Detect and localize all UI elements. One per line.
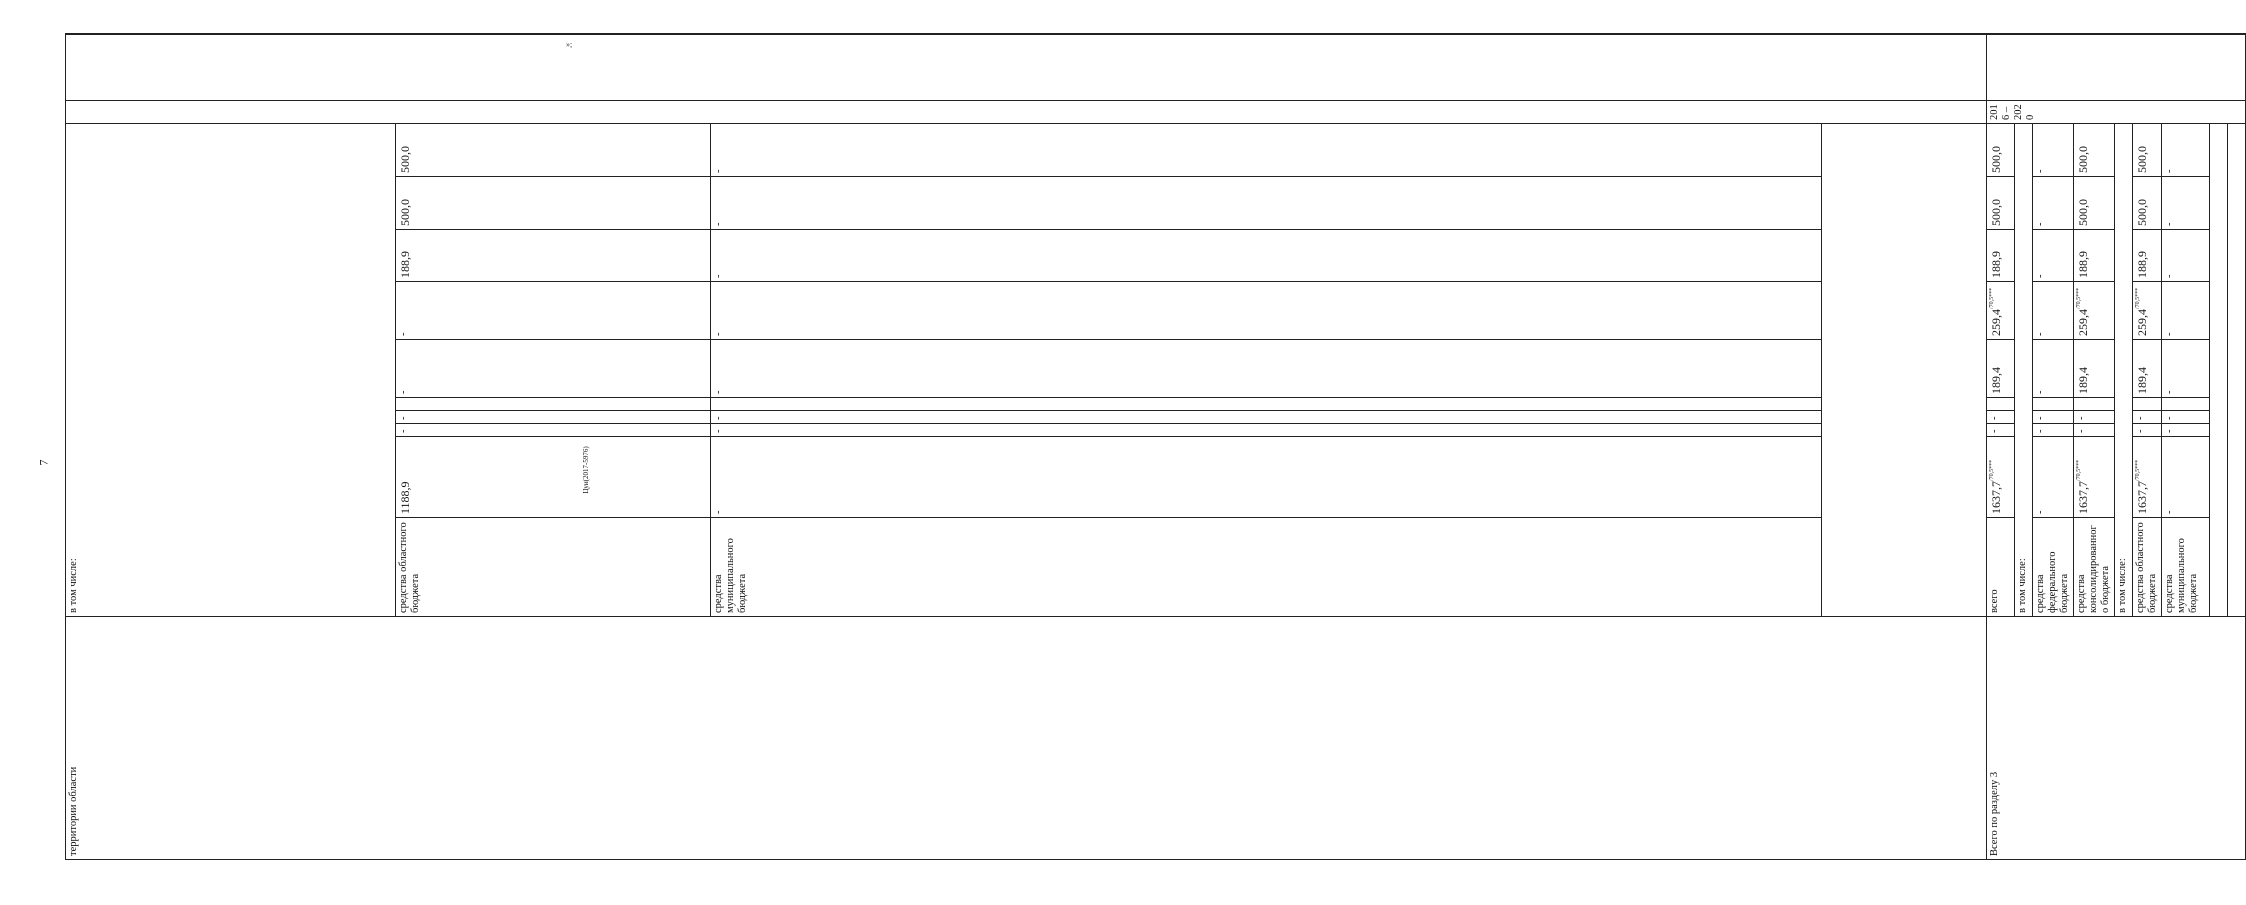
dash: - <box>2162 282 2210 340</box>
value-500: 500,0 <box>2074 177 2115 230</box>
label-regional: средства областного бюджета <box>396 518 711 617</box>
dash: - <box>2033 340 2074 398</box>
dash: - <box>2033 177 2074 230</box>
value-total: $1637,7^{/70,5***}$ <box>1987 437 2015 518</box>
value-500: 500,0 <box>396 177 711 230</box>
dash: - <box>2033 411 2074 424</box>
label-regional: средства областного бюджета <box>2133 518 2162 617</box>
dash: - <box>396 424 711 437</box>
dash: - <box>711 282 1822 340</box>
label-municipal: средства муниципального бюджета <box>2162 518 2210 617</box>
label-in-that: в том числе: <box>2015 123 2033 616</box>
page-number: 7 <box>36 459 51 466</box>
dash: - <box>711 230 1822 282</box>
dash: - <box>396 340 711 398</box>
dash: - <box>2162 123 2210 176</box>
corner-mark: »; <box>566 40 573 49</box>
value-total: $1637,7^{/70,5***}$ <box>2074 437 2115 518</box>
label-in-that: в том числе: <box>66 123 396 616</box>
empty-cell <box>66 34 1987 100</box>
dash: - <box>2133 424 2162 437</box>
label-federal: средства федерального бюджета <box>2033 518 2074 617</box>
empty-cell <box>2162 398 2210 411</box>
dash: - <box>2162 177 2210 230</box>
value-500: 500,0 <box>2133 177 2162 230</box>
value-259: $259,4^{/70,5***}$ <box>2074 282 2115 340</box>
dash: - <box>711 340 1822 398</box>
value-259: $259,4^{/70,5***}$ <box>1987 282 2015 340</box>
territory-cell: территории области <box>66 617 1987 860</box>
dash: - <box>2074 424 2115 437</box>
measure-description <box>66 34 1987 35</box>
value-188: 188,9 <box>1987 230 2015 282</box>
value-189: 189,4 <box>1987 340 2015 398</box>
empty-cell <box>2133 398 2162 411</box>
budget-table <box>65 33 2246 860</box>
document-code: Цуи(2017-5976) <box>582 446 590 494</box>
dash: - <box>2033 424 2074 437</box>
empty-row <box>2210 123 2228 616</box>
dash: - <box>2033 282 2074 340</box>
label-in-that: в том числе: <box>2115 123 2133 616</box>
value-189: 189,4 <box>2133 340 2162 398</box>
value-500: 500,0 <box>1987 177 2015 230</box>
dash: - <box>396 282 711 340</box>
dash: - <box>2074 411 2115 424</box>
value-500: 500,0 <box>396 123 711 176</box>
dash: - <box>711 177 1822 230</box>
value-188: 188,9 <box>2133 230 2162 282</box>
dash: - <box>2162 411 2210 424</box>
empty-cell <box>711 398 1822 411</box>
total-section-cell: Всего по разделу 3 <box>1987 617 2246 860</box>
period-cell: 2016 – 2020 <box>1987 100 2246 123</box>
dash: - <box>2033 123 2074 176</box>
dash: - <box>711 424 1822 437</box>
value-500: 500,0 <box>2133 123 2162 176</box>
value-188: 188,9 <box>396 230 711 282</box>
empty-cell <box>1987 34 2246 35</box>
label-total: всего <box>1987 518 2015 617</box>
dash: - <box>2033 230 2074 282</box>
value-189: 189,4 <box>2074 340 2115 398</box>
empty-row <box>1822 123 1987 616</box>
dash: - <box>711 437 1822 518</box>
empty-cell <box>396 398 711 411</box>
empty-cell <box>1987 34 2246 100</box>
dash: - <box>1987 424 2015 437</box>
dash: - <box>1987 411 2015 424</box>
empty-row <box>2228 123 2246 616</box>
dash: - <box>2033 437 2074 518</box>
empty-cell <box>66 100 1987 123</box>
empty-cell <box>2033 398 2074 411</box>
empty-cell <box>2074 398 2115 411</box>
dash: - <box>711 123 1822 176</box>
label-consolidated: средства консолидированного бюджета <box>2074 518 2115 617</box>
label-municipal: средства муниципального бюджета <box>711 518 1822 617</box>
empty-cell <box>1987 398 2015 411</box>
dash: - <box>396 411 711 424</box>
dash: - <box>2162 424 2210 437</box>
value-500: 500,0 <box>1987 123 2015 176</box>
dash: - <box>2133 411 2162 424</box>
value-188: 188,9 <box>2074 230 2115 282</box>
value-259: $259,4^{/70,5***}$ <box>2133 282 2162 340</box>
value-total: $1637,7^{/70,5***}$ <box>2133 437 2162 518</box>
value-regional: 1188,9 <box>396 437 711 518</box>
dash: - <box>2162 230 2210 282</box>
value-500: 500,0 <box>2074 123 2115 176</box>
dash: - <box>711 411 1822 424</box>
dash: - <box>2162 437 2210 518</box>
dash: - <box>2162 340 2210 398</box>
